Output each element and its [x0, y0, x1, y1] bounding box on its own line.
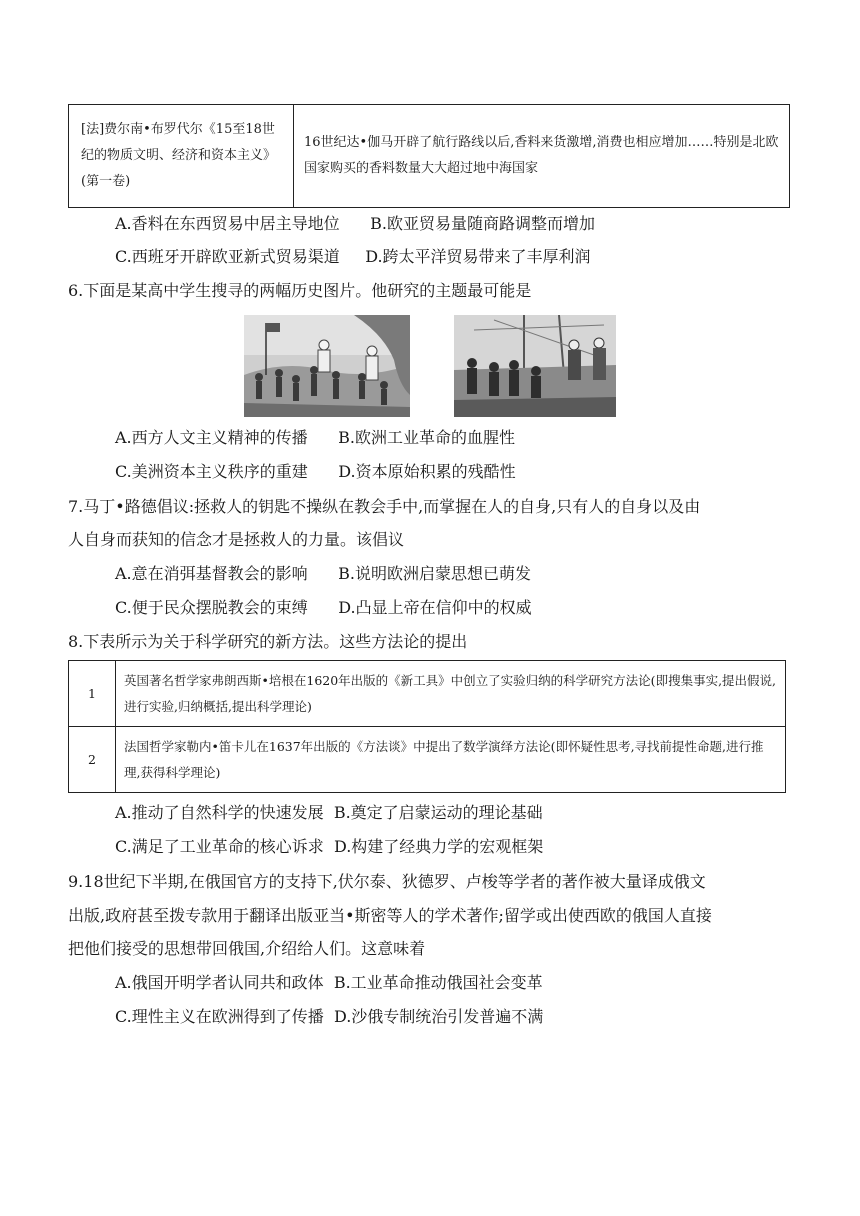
q5-option-c[interactable]: C.西班牙开辟欧亚新式贸易渠道 — [115, 247, 340, 266]
row-text: 法国哲学家勒内•笛卡儿在1637年出版的《方法谈》中提出了数学演绎方法论(即怀疑性思考,寻找前提性命题,进行推理,获得科学理论) — [116, 727, 786, 793]
q7-options-row1 — [115, 563, 531, 585]
q6-option-b[interactable]: B.欧洲工业革命的血腥性 — [338, 428, 516, 447]
q8-options-row2 — [115, 836, 543, 858]
q7-option-c[interactable]: C.便于民众摆脱教会的束缚 — [115, 598, 308, 617]
q9-option-d[interactable]: D.沙俄专制统治引发普遍不满 — [333, 1007, 544, 1026]
q9-options-row2 — [115, 1006, 543, 1028]
q6-option-a[interactable]: A.西方人文主义精神的传播 — [115, 428, 308, 447]
q6-options-row2 — [115, 461, 516, 483]
q7-option-d[interactable]: D.凸显上帝在信仰中的权威 — [338, 598, 532, 617]
q6-options-row1 — [115, 427, 515, 449]
q7-options-row2 — [115, 597, 532, 619]
q5-option-b[interactable]: B.欧亚贸易量随商路调整而增加 — [370, 214, 596, 233]
table-row — [69, 661, 786, 727]
source-table — [68, 104, 790, 208]
q9-options-row1 — [115, 972, 543, 994]
table-row — [69, 727, 786, 793]
q5-option-a[interactable]: A.香料在东西贸易中居主导地位 — [115, 214, 340, 233]
historical-engraving-2 — [454, 315, 616, 417]
source-citation: [法]费尔南•布罗代尔《15至18世纪的物质文明、经济和资本主义》(第一卷) — [69, 105, 294, 208]
q6-option-c[interactable]: C.美洲资本主义秩序的重建 — [115, 462, 308, 481]
q6-stem: 6.下面是某高中学生搜寻的两幅历史图片。他研究的主题最可能是 — [68, 281, 532, 300]
q8-stem: 8.下表所示为关于科学研究的新方法。这些方法论的提出 — [68, 632, 468, 651]
q9-stem-line2: 出版,政府甚至拨专款用于翻译出版亚当•斯密等人的学术著作;留学或出使西欧的俄国人直接 — [68, 906, 712, 925]
q9-option-a[interactable]: A.俄国开明学者认同共和政体 — [115, 973, 324, 992]
q9-stem-line3: 把他们接受的思想带回俄国,介绍给人们。这意味着 — [68, 939, 426, 958]
q6-option-d[interactable]: D.资本原始积累的残酷性 — [338, 462, 516, 481]
q5-options-row1 — [115, 213, 595, 235]
q9-option-b[interactable]: B.工业革命推动俄国社会变革 — [333, 973, 543, 992]
row-text: 英国著名哲学家弗朗西斯•培根在1620年出版的《新工具》中创立了实验归纳的科学研究方法论(即搜集事实,提出假说,进行实验,归纳概括,提出科学理论) — [116, 661, 786, 727]
q5-options-row2 — [115, 246, 591, 268]
q5-option-d[interactable]: D.跨太平洋贸易带来了丰厚利润 — [365, 247, 591, 266]
q8-option-a[interactable]: A.推动了自然科学的快速发展 — [115, 803, 324, 822]
q7-option-a[interactable]: A.意在消弭基督教会的影响 — [115, 564, 308, 583]
q7-option-b[interactable]: B.说明欧洲启蒙思想已萌发 — [338, 564, 532, 583]
source-excerpt: 16世纪达•伽马开辟了航行路线以后,香料来货激增,消费也相应增加……特别是北欧国家购买的香料数量大大超过地中海国家 — [294, 105, 790, 208]
q8-option-c[interactable]: C.满足了工业革命的核心诉求 — [115, 837, 324, 856]
q7-stem-line1: 7.马丁•路德倡议:拯救人的钥匙不操纵在教会手中,而掌握在人的自身,只有人的自身以及由 — [68, 497, 701, 516]
q9-stem-line1: 9.18世纪下半期,在俄国官方的支持下,伏尔泰、狄德罗、卢梭等学者的著作被大量译成俄文 — [68, 872, 706, 891]
row-number: 2 — [69, 727, 116, 793]
q8-options-row1 — [115, 802, 543, 824]
q8-option-b[interactable]: B.奠定了启蒙运动的理论基础 — [333, 803, 543, 822]
q9-option-c[interactable]: C.理性主义在欧洲得到了传播 — [115, 1007, 324, 1026]
q8-option-d[interactable]: D.构建了经典力学的宏观框架 — [333, 837, 544, 856]
historical-engraving-1 — [244, 315, 410, 417]
methodology-table — [68, 660, 786, 793]
row-number: 1 — [69, 661, 116, 727]
q7-stem-line2: 人自身而获知的信念才是拯救人的力量。该倡议 — [68, 530, 405, 549]
